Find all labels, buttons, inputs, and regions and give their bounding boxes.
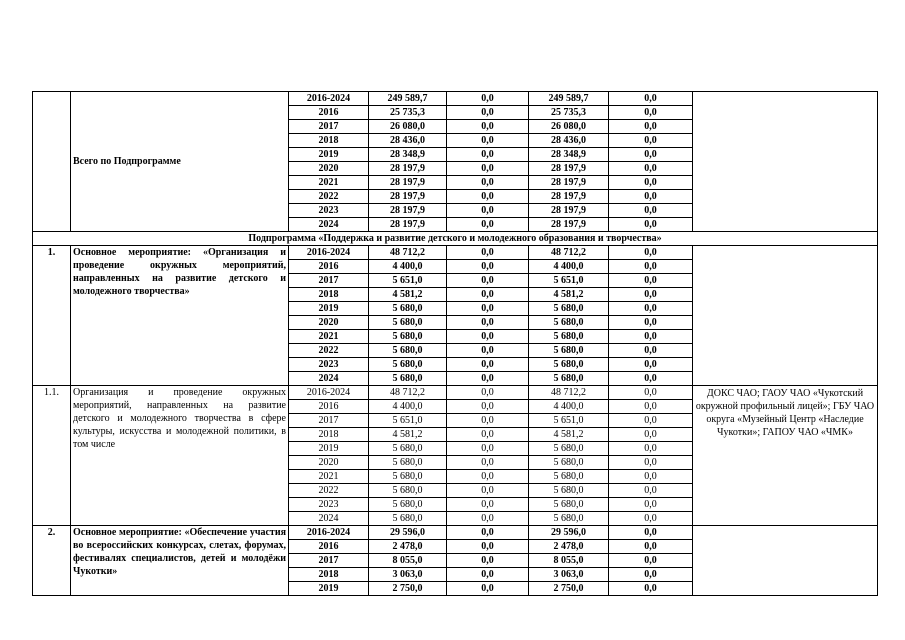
amount-cell: 0,0 (609, 162, 693, 176)
amount-cell: 8 055,0 (369, 554, 447, 568)
amount-cell: 0,0 (609, 512, 693, 526)
table-row (33, 246, 878, 260)
amount-cell: 0,0 (609, 582, 693, 596)
amount-cell: 0,0 (447, 316, 529, 330)
amount-cell: 0,0 (609, 358, 693, 372)
amount-cell: 26 080,0 (529, 120, 609, 134)
year-cell: 2016-2024 (289, 92, 369, 106)
year-cell: 2019 (289, 148, 369, 162)
amount-cell: 0,0 (447, 190, 529, 204)
amount-cell: 0,0 (447, 470, 529, 484)
amount-cell: 29 596,0 (529, 526, 609, 540)
year-cell: 2016-2024 (289, 526, 369, 540)
amount-cell: 0,0 (447, 442, 529, 456)
amount-cell: 5 680,0 (369, 498, 447, 512)
amount-cell: 0,0 (609, 190, 693, 204)
year-cell: 2018 (289, 134, 369, 148)
table-row (33, 92, 878, 106)
year-cell: 2016 (289, 106, 369, 120)
year-cell: 2018 (289, 568, 369, 582)
amount-cell: 0,0 (447, 260, 529, 274)
amount-cell: 249 589,7 (369, 92, 447, 106)
amount-cell: 0,0 (447, 344, 529, 358)
amount-cell: 5 680,0 (529, 316, 609, 330)
subprogram-header-row (33, 232, 878, 246)
amount-cell: 0,0 (609, 260, 693, 274)
amount-cell: 0,0 (609, 106, 693, 120)
year-cell: 2022 (289, 484, 369, 498)
amount-cell: 0,0 (447, 540, 529, 554)
amount-cell: 28 436,0 (529, 134, 609, 148)
amount-cell: 5 680,0 (369, 344, 447, 358)
amount-cell: 5 680,0 (529, 470, 609, 484)
amount-cell: 2 750,0 (369, 582, 447, 596)
year-cell: 2023 (289, 498, 369, 512)
amount-cell: 5 680,0 (529, 498, 609, 512)
amount-cell: 0,0 (447, 176, 529, 190)
amount-cell: 0,0 (609, 498, 693, 512)
amount-cell: 5 651,0 (529, 274, 609, 288)
year-cell: 2024 (289, 218, 369, 232)
amount-cell: 4 400,0 (369, 400, 447, 414)
year-cell: 2023 (289, 358, 369, 372)
activity-label-cell: Организация и проведение окружных мероприятий, направленных на развитие детского и молодежного творчества в сфере культуры, искусства и молодежной политики, в том числе (71, 386, 289, 526)
amount-cell: 28 348,9 (369, 148, 447, 162)
amount-cell: 28 197,9 (529, 190, 609, 204)
year-cell: 2017 (289, 414, 369, 428)
year-cell: 2018 (289, 428, 369, 442)
activity-label-cell: Основное мероприятие: «Обеспечение участия во всероссийских конкурсах, слетах, форумах, фестивалях специалистов, детей и молодёжи Чукотки» (71, 526, 289, 596)
amount-cell: 0,0 (447, 582, 529, 596)
amount-cell: 48 712,2 (369, 386, 447, 400)
activity-label-cell: Всего по Подпрограмме (71, 92, 289, 232)
amount-cell: 48 712,2 (529, 386, 609, 400)
amount-cell: 0,0 (609, 428, 693, 442)
amount-cell: 0,0 (609, 288, 693, 302)
amount-cell: 5 680,0 (529, 302, 609, 316)
year-cell: 2021 (289, 176, 369, 190)
amount-cell: 0,0 (609, 386, 693, 400)
amount-cell: 0,0 (447, 526, 529, 540)
table-row (33, 386, 878, 400)
amount-cell: 48 712,2 (529, 246, 609, 260)
year-cell: 2024 (289, 512, 369, 526)
amount-cell: 0,0 (609, 568, 693, 582)
amount-cell: 0,0 (447, 92, 529, 106)
amount-cell: 0,0 (447, 274, 529, 288)
amount-cell: 5 680,0 (369, 442, 447, 456)
amount-cell: 0,0 (447, 134, 529, 148)
amount-cell: 28 197,9 (369, 218, 447, 232)
amount-cell: 0,0 (447, 120, 529, 134)
amount-cell: 5 680,0 (529, 512, 609, 526)
year-cell: 2020 (289, 316, 369, 330)
executors-cell (693, 526, 878, 596)
year-cell: 2020 (289, 456, 369, 470)
amount-cell: 5 680,0 (529, 372, 609, 386)
year-cell: 2020 (289, 162, 369, 176)
amount-cell: 4 581,2 (369, 428, 447, 442)
amount-cell: 0,0 (609, 120, 693, 134)
amount-cell: 5 680,0 (529, 456, 609, 470)
amount-cell: 0,0 (447, 484, 529, 498)
amount-cell: 28 197,9 (369, 204, 447, 218)
amount-cell: 28 348,9 (529, 148, 609, 162)
amount-cell: 25 735,3 (369, 106, 447, 120)
year-cell: 2017 (289, 120, 369, 134)
amount-cell: 2 750,0 (529, 582, 609, 596)
executors-cell: ДОКС ЧАО; ГАОУ ЧАО «Чукотский окружной профильный лицей»; ГБУ ЧАО округа «Музейный Центр «Наследие Чукотки»; ГАПОУ ЧАО «ЧМК» (693, 386, 878, 526)
activity-label-cell: Основное мероприятие: «Организация и проведение окружных мероприятий, направленных на развитие детского и молодежного творчества» (71, 246, 289, 386)
amount-cell: 0,0 (609, 148, 693, 162)
amount-cell: 3 063,0 (369, 568, 447, 582)
year-cell: 2023 (289, 204, 369, 218)
amount-cell: 5 680,0 (529, 344, 609, 358)
amount-cell: 2 478,0 (369, 540, 447, 554)
amount-cell: 2 478,0 (529, 540, 609, 554)
row-number-cell: 2. (33, 526, 71, 596)
amount-cell: 0,0 (609, 302, 693, 316)
year-cell: 2016-2024 (289, 386, 369, 400)
amount-cell: 0,0 (447, 428, 529, 442)
year-cell: 2024 (289, 372, 369, 386)
amount-cell: 0,0 (447, 358, 529, 372)
year-cell: 2022 (289, 344, 369, 358)
amount-cell: 0,0 (609, 344, 693, 358)
amount-cell: 5 651,0 (369, 274, 447, 288)
year-cell: 2017 (289, 274, 369, 288)
amount-cell: 0,0 (609, 554, 693, 568)
amount-cell: 28 197,9 (369, 176, 447, 190)
amount-cell: 0,0 (609, 274, 693, 288)
amount-cell: 0,0 (447, 386, 529, 400)
amount-cell: 0,0 (609, 470, 693, 484)
amount-cell: 5 680,0 (369, 484, 447, 498)
amount-cell: 28 197,9 (369, 190, 447, 204)
year-cell: 2021 (289, 330, 369, 344)
amount-cell: 0,0 (447, 246, 529, 260)
amount-cell: 0,0 (447, 162, 529, 176)
year-cell: 2022 (289, 190, 369, 204)
amount-cell: 28 197,9 (529, 218, 609, 232)
amount-cell: 0,0 (609, 134, 693, 148)
amount-cell: 3 063,0 (529, 568, 609, 582)
amount-cell: 5 651,0 (369, 414, 447, 428)
amount-cell: 4 581,2 (369, 288, 447, 302)
subprogram-title: Подпрограмма «Поддержка и развитие детского и молодежного образования и творчества» (33, 232, 878, 246)
year-cell: 2017 (289, 554, 369, 568)
executors-cell (693, 92, 878, 232)
amount-cell: 8 055,0 (529, 554, 609, 568)
year-cell: 2019 (289, 442, 369, 456)
amount-cell: 28 436,0 (369, 134, 447, 148)
amount-cell: 0,0 (609, 526, 693, 540)
amount-cell: 0,0 (609, 414, 693, 428)
amount-cell: 0,0 (447, 568, 529, 582)
amount-cell: 5 680,0 (369, 470, 447, 484)
amount-cell: 4 400,0 (529, 260, 609, 274)
amount-cell: 0,0 (609, 246, 693, 260)
year-cell: 2019 (289, 302, 369, 316)
amount-cell: 5 680,0 (529, 442, 609, 456)
amount-cell: 0,0 (447, 498, 529, 512)
amount-cell: 0,0 (609, 218, 693, 232)
amount-cell: 0,0 (447, 512, 529, 526)
year-cell: 2021 (289, 470, 369, 484)
amount-cell: 28 197,9 (529, 162, 609, 176)
amount-cell: 0,0 (447, 204, 529, 218)
amount-cell: 5 651,0 (529, 414, 609, 428)
executors-cell (693, 246, 878, 386)
amount-cell: 4 581,2 (529, 288, 609, 302)
table-row (33, 526, 878, 540)
amount-cell: 5 680,0 (529, 484, 609, 498)
amount-cell: 0,0 (609, 330, 693, 344)
amount-cell: 5 680,0 (369, 330, 447, 344)
amount-cell: 249 589,7 (529, 92, 609, 106)
amount-cell: 0,0 (447, 302, 529, 316)
amount-cell: 5 680,0 (369, 302, 447, 316)
amount-cell: 29 596,0 (369, 526, 447, 540)
amount-cell: 28 197,9 (529, 176, 609, 190)
amount-cell: 26 080,0 (369, 120, 447, 134)
amount-cell: 28 197,9 (369, 162, 447, 176)
amount-cell: 0,0 (609, 204, 693, 218)
amount-cell: 4 581,2 (529, 428, 609, 442)
amount-cell: 5 680,0 (369, 358, 447, 372)
year-cell: 2016-2024 (289, 246, 369, 260)
amount-cell: 0,0 (447, 372, 529, 386)
amount-cell: 0,0 (609, 442, 693, 456)
row-number-cell: 1.1. (33, 386, 71, 526)
amount-cell: 0,0 (609, 372, 693, 386)
amount-cell: 0,0 (447, 288, 529, 302)
amount-cell: 0,0 (609, 484, 693, 498)
amount-cell: 5 680,0 (369, 316, 447, 330)
amount-cell: 0,0 (447, 330, 529, 344)
amount-cell: 4 400,0 (369, 260, 447, 274)
row-number-cell (33, 92, 71, 232)
amount-cell: 5 680,0 (529, 330, 609, 344)
year-cell: 2018 (289, 288, 369, 302)
amount-cell: 0,0 (447, 218, 529, 232)
amount-cell: 5 680,0 (369, 512, 447, 526)
amount-cell: 0,0 (609, 316, 693, 330)
amount-cell: 0,0 (609, 400, 693, 414)
amount-cell: 0,0 (447, 554, 529, 568)
amount-cell: 0,0 (447, 456, 529, 470)
amount-cell: 4 400,0 (529, 400, 609, 414)
amount-cell: 0,0 (447, 400, 529, 414)
amount-cell: 5 680,0 (529, 358, 609, 372)
amount-cell: 25 735,3 (529, 106, 609, 120)
amount-cell: 0,0 (447, 106, 529, 120)
amount-cell: 48 712,2 (369, 246, 447, 260)
amount-cell: 0,0 (609, 456, 693, 470)
amount-cell: 0,0 (609, 176, 693, 190)
amount-cell: 0,0 (447, 414, 529, 428)
amount-cell: 28 197,9 (529, 204, 609, 218)
year-cell: 2019 (289, 582, 369, 596)
amount-cell: 5 680,0 (369, 372, 447, 386)
amount-cell: 5 680,0 (369, 456, 447, 470)
amount-cell: 0,0 (447, 148, 529, 162)
row-number-cell: 1. (33, 246, 71, 386)
amount-cell: 0,0 (609, 540, 693, 554)
budget-table (32, 91, 878, 596)
year-cell: 2016 (289, 260, 369, 274)
amount-cell: 0,0 (609, 92, 693, 106)
year-cell: 2016 (289, 540, 369, 554)
year-cell: 2016 (289, 400, 369, 414)
table-body (33, 92, 878, 596)
